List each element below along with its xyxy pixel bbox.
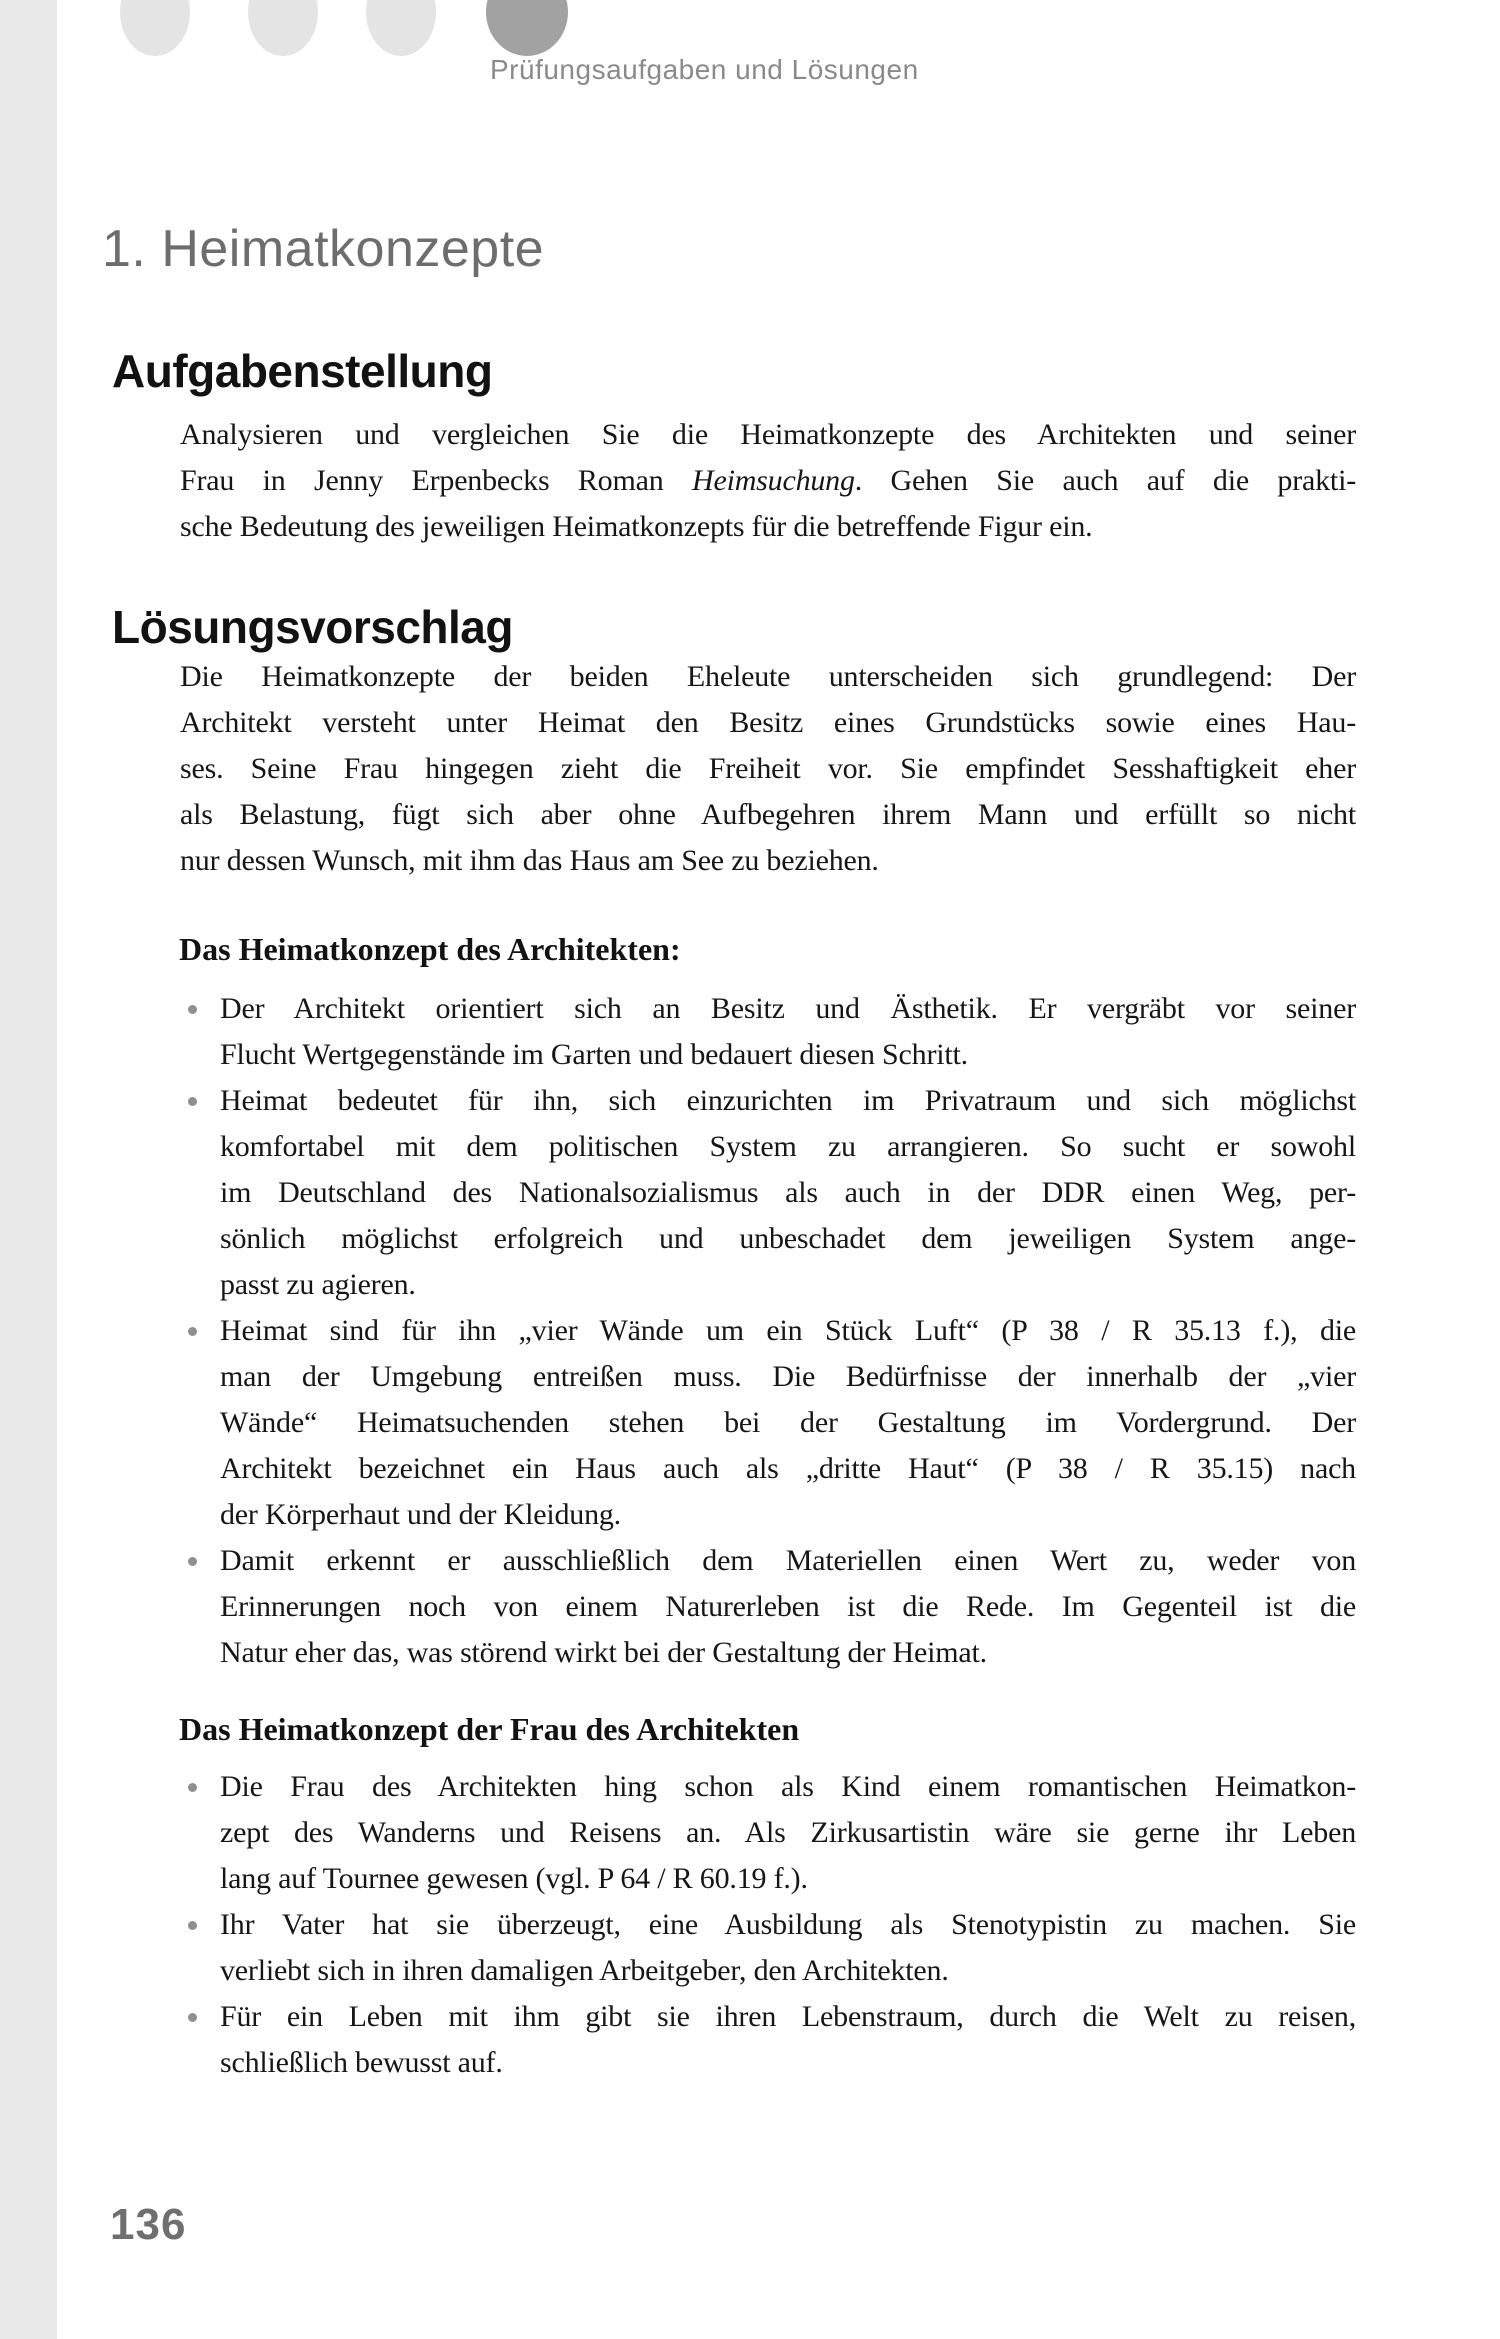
text-line: Die Frau des Architekten hing schon als Kind einem romantischen Heimatkon- <box>220 1770 1356 1803</box>
text-line: Ihr Vater hat sie überzeugt, eine Ausbildung als Stenotypistin zu machen. Sie <box>220 1908 1356 1941</box>
text-line: zept des Wanderns und Reisens an. Als Zirkusartistin wäre sie gerne ihr Leben <box>220 1816 1356 1849</box>
decorative-circle <box>366 0 436 56</box>
text-line: als Belastung, fügt sich aber ohne Aufbegehren ihrem Mann und erfüllt so nicht <box>180 798 1356 831</box>
text-line: Wände“ Heimatsuchenden stehen bei der Gestaltung im Vordergrund. Der <box>220 1406 1356 1439</box>
bullet-item <box>180 1994 1356 2086</box>
page-edge-strip <box>0 0 57 2339</box>
text-line: lang auf Tournee gewesen (vgl. P 64 / R 60.19 f.). <box>220 1862 808 1895</box>
running-header: Prüfungsaufgaben und Lösungen <box>490 54 919 85</box>
text-line: Natur eher das, was störend wirkt bei der Gestaltung der Heimat. <box>220 1636 987 1669</box>
bullet-item <box>180 986 1356 1078</box>
text-line: Der Architekt orientiert sich an Besitz und Ästhetik. Er vergräbt vor seiner <box>220 992 1356 1025</box>
text-line: Die Heimatkonzepte der beiden Eheleute unterscheiden sich grundlegend: Der <box>180 660 1356 693</box>
text-line: sönlich möglichst erfolgreich und unbeschadet dem jeweiligen System ange- <box>220 1222 1356 1255</box>
text-segment: Frau in Jenny Erpenbecks Roman <box>180 464 692 497</box>
text-line: passt zu agieren. <box>220 1268 416 1301</box>
text-segment: . Gehen Sie auch auf die prakti- <box>854 464 1356 497</box>
text-line: Architekt bezeichnet ein Haus auch als „dritte Haut“ (P 38 / R 35.15) nach <box>220 1452 1356 1485</box>
bullet-item <box>180 1902 1356 1994</box>
text-line: sche Bedeutung des jeweiligen Heimatkonzepts für die betreffende Figur ein. <box>180 510 1093 543</box>
text-line: schließlich bewusst auf. <box>220 2046 503 2079</box>
text-line: Heimat bedeutet für ihn, sich einzurichten im Privatraum und sich möglichst <box>220 1084 1356 1117</box>
italic-book-title: Heimsuchung <box>692 464 855 497</box>
page-number: 136 <box>110 2200 187 2249</box>
decorative-circle <box>248 0 318 56</box>
bullet-item <box>180 1764 1356 1902</box>
solution-paragraph <box>180 654 1356 884</box>
text-line: nur dessen Wunsch, mit ihm das Haus am See zu beziehen. <box>180 844 879 877</box>
text-line: Damit erkennt er ausschließlich dem Materiellen einen Wert zu, weder von <box>220 1544 1356 1577</box>
text-line: verliebt sich in ihren damaligen Arbeitgeber, den Architekten. <box>220 1954 949 1987</box>
bullet-item <box>180 1538 1356 1676</box>
bullet-item <box>180 1078 1356 1308</box>
page-title: 1. Heimatkonzepte <box>102 219 545 278</box>
text-line: Flucht Wertgegenstände im Garten und bedauert diesen Schritt. <box>220 1038 968 1071</box>
decorative-circle <box>486 0 568 56</box>
text-line: der Körperhaut und der Kleidung. <box>220 1498 621 1531</box>
text-line: Für ein Leben mit ihm gibt sie ihren Lebenstraum, durch die Welt zu reisen, <box>220 2000 1356 2033</box>
subheading-wife-concept: Das Heimatkonzept der Frau des Architekten <box>179 1711 800 1747</box>
decorative-circle <box>120 0 190 56</box>
text-line: Heimat sind für ihn „vier Wände um ein Stück Luft“ (P 38 / R 35.13 f.), die <box>220 1314 1356 1347</box>
section-heading-solution: Lösungsvorschlag <box>112 601 513 654</box>
text-line: Erinnerungen noch von einem Naturerleben ist die Rede. Im Gegenteil ist die <box>220 1590 1356 1623</box>
section-heading-task: Aufgabenstellung <box>112 345 493 398</box>
text-line: man der Umgebung entreißen muss. Die Bedürfnisse der innerhalb der „vier <box>220 1360 1356 1393</box>
bullet-item <box>180 1308 1356 1538</box>
wife-bullet-list <box>180 1764 1356 2086</box>
task-paragraph <box>180 412 1356 550</box>
architect-bullet-list <box>180 986 1356 1676</box>
subheading-architect-concept: Das Heimatkonzept des Architekten: <box>179 931 681 967</box>
text-line: Analysieren und vergleichen Sie die Heimatkonzepte des Architekten und seiner <box>180 418 1356 451</box>
text-line: Architekt versteht unter Heimat den Besitz eines Grundstücks sowie eines Hau- <box>180 706 1356 739</box>
text-line: im Deutschland des Nationalsozialismus als auch in der DDR einen Weg, per- <box>220 1176 1356 1209</box>
text-line: ses. Seine Frau hingegen zieht die Freiheit vor. Sie empfindet Sesshaftigkeit eher <box>180 752 1356 785</box>
text-line: komfortabel mit dem politischen System zu arrangieren. So sucht er sowohl <box>220 1130 1356 1163</box>
text-line <box>180 458 1356 504</box>
